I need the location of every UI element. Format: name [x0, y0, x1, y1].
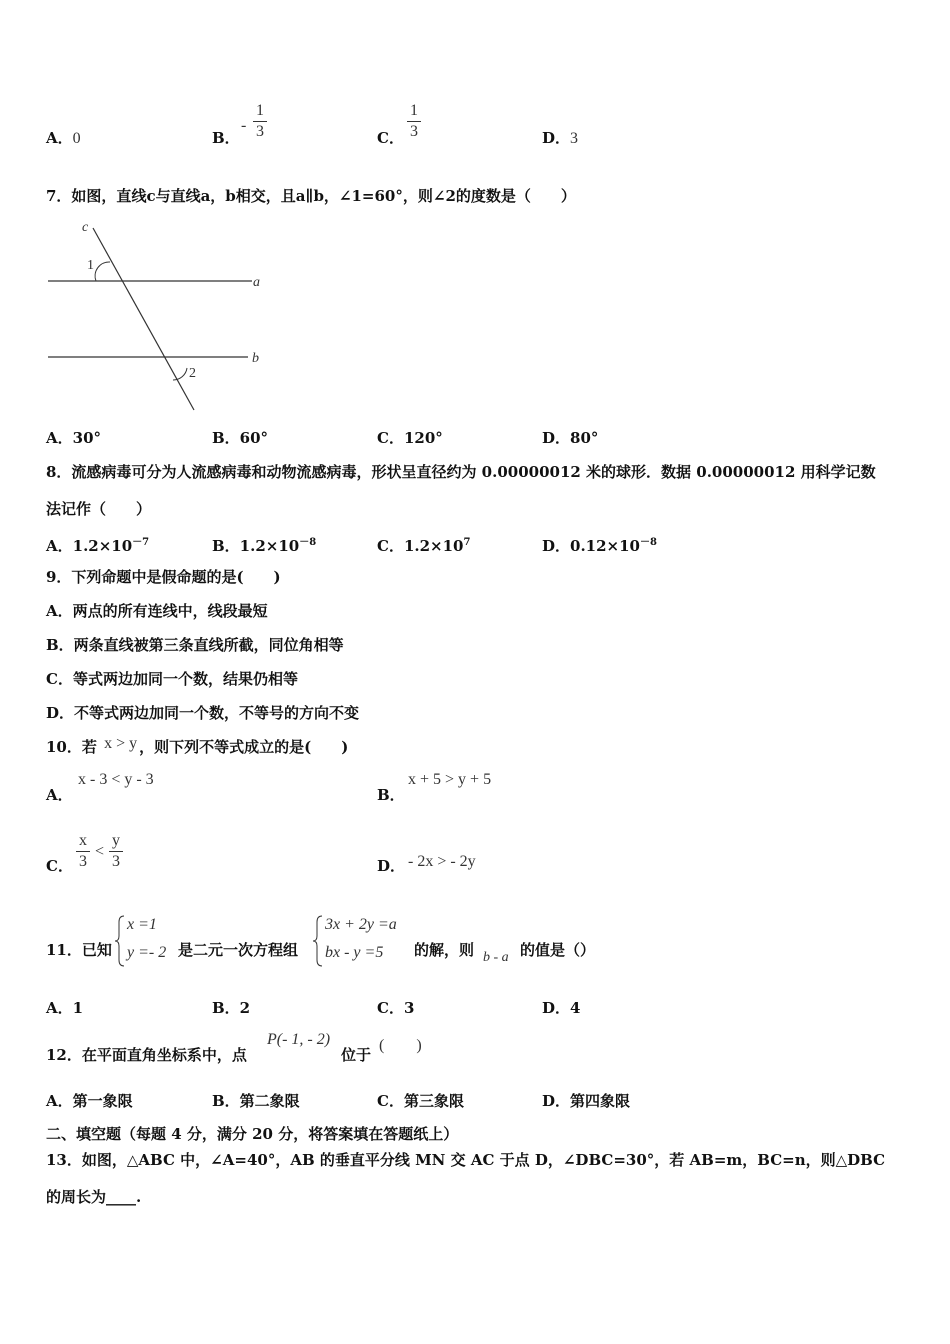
- q12-pre: 12．在平面直角坐标系中，点: [46, 1046, 247, 1064]
- q8-option-a: [46, 534, 149, 555]
- q6-b-label: B．: [212, 129, 240, 147]
- q10-stem-math: x > y: [104, 735, 138, 752]
- q8-option-d: [542, 534, 657, 555]
- label-a: a: [253, 275, 260, 290]
- q8-option-b: [212, 534, 316, 555]
- label-c: c: [82, 220, 89, 235]
- q10-option-d-math: - 2x > - 2y: [408, 853, 476, 870]
- q8-d-exponent: －8: [639, 537, 657, 548]
- q8-a-exponent: －7: [132, 537, 150, 548]
- q8-d-label: D．0.12×10: [542, 537, 640, 555]
- q7-stem: 7．如图，直线c与直线a，b相交，且a∥b，∠1=60°，则∠2的度数是（ ）: [46, 187, 576, 205]
- q7-option-c: C．120°: [377, 429, 443, 447]
- q10-stem: [46, 735, 349, 757]
- q13-line2: 的周长为____.: [46, 1188, 142, 1206]
- q12-option-a: A．第一象限: [46, 1092, 133, 1110]
- q6-c-numerator: 1: [410, 102, 418, 119]
- q10-c-fraction-2: [109, 832, 123, 871]
- q6-c-fraction: [407, 102, 421, 141]
- q10-option-a-math: x - 3 < y - 3: [78, 771, 154, 788]
- q7-option-b: B．60°: [212, 429, 269, 447]
- q6-b-numerator: 1: [256, 102, 264, 119]
- q9-option-b: B．两条直线被第三条直线所截，同位角相等: [46, 636, 344, 654]
- q11-sys2-row2: bx - y =5: [325, 944, 384, 961]
- q6-c-label: C．: [377, 129, 404, 147]
- q10-option-d-label: D．: [377, 857, 406, 875]
- q12-post: 位于: [341, 1046, 372, 1064]
- q10-c-less-than: <: [95, 843, 105, 860]
- q13-line1: 13．如图，△ABC 中，∠A=40°，AB 的垂直平分线 MN 交 AC 于点 D，∠DBC=30°，若 AB=m，BC=n，则△DBC: [46, 1151, 886, 1169]
- q6-c-denominator: 3: [410, 123, 418, 140]
- angle-2-arc: [173, 368, 187, 380]
- q11-pre: 11．已知: [46, 941, 112, 959]
- q10-option-a-label: A．: [46, 786, 73, 804]
- q11-option-d: D．4: [542, 999, 581, 1017]
- q11-brace-1: [114, 914, 126, 968]
- q11-sys1-row1: x =1: [127, 916, 157, 933]
- q12-option-d: D．第四象限: [542, 1092, 631, 1110]
- q6-b-sign: -: [241, 117, 247, 134]
- q11-mid: 是二元一次方程组: [178, 941, 299, 959]
- q11-sys1-row2: y =- 2: [127, 944, 167, 961]
- q12-point: P(- 1, - 2): [267, 1031, 331, 1048]
- q6-d-value: 3: [570, 130, 579, 147]
- label-2: 2: [189, 366, 196, 381]
- q7-option-d: D．80°: [542, 429, 599, 447]
- q12-paren: ( ): [379, 1037, 422, 1054]
- q10-stem-post: ，则下列不等式成立的是( ): [139, 738, 349, 756]
- q11-post1: 的解，则: [414, 941, 475, 959]
- q10-c-num2: y: [112, 832, 120, 849]
- q8-c-exponent: 7: [463, 537, 471, 548]
- q9-option-d: D．不等式两边加同一个数，不等号的方向不变: [46, 704, 360, 722]
- q9-option-a: A．两点的所有连线中，线段最短: [46, 602, 268, 620]
- q8-stem-line2: 法记作（ ）: [46, 500, 152, 518]
- q11-option-a: A．1: [46, 999, 84, 1017]
- line-c: [93, 228, 194, 410]
- q10-option-c-label: C．: [46, 857, 73, 875]
- q11-option-c: C．3: [377, 999, 415, 1017]
- q9-option-c: C．等式两边加同一个数，结果仍相等: [46, 670, 298, 688]
- q6-option-b-label: [212, 129, 240, 147]
- q8-b-label: B．1.2×10: [212, 537, 300, 555]
- q6-option-a: [46, 129, 81, 148]
- label-1: 1: [87, 258, 94, 273]
- q10-c-num1: x: [79, 832, 87, 849]
- q10-stem-pre: 10．若: [46, 738, 97, 756]
- q6-d-label: D．: [542, 129, 571, 147]
- q8-stem-line1: 8．流感病毒可分为人流感病毒和动物流感病毒，形状呈直径约为 0.00000012 米的球形．数据 0.00000012 用科学记数: [46, 463, 876, 481]
- q6-a-label: A．: [46, 129, 73, 147]
- q10-option-b-math: x + 5 > y + 5: [408, 771, 492, 788]
- q11-expr: b - a: [483, 950, 509, 965]
- q6-a-value: 0: [72, 130, 81, 147]
- q11-sys2-row1: 3x + 2y =a: [325, 916, 397, 933]
- q11-option-b: B．2: [212, 999, 251, 1017]
- q12-option-b: B．第二象限: [212, 1092, 300, 1110]
- q8-b-exponent: －8: [299, 537, 317, 548]
- q6-b-denominator: 3: [256, 123, 264, 140]
- angle-1-arc: [95, 262, 110, 281]
- q6-option-c-label: [377, 129, 404, 147]
- q12-option-c: C．第三象限: [377, 1092, 464, 1110]
- q7-figure: [44, 218, 274, 414]
- q8-option-c: [377, 534, 470, 555]
- q11-post2: 的值是（）: [520, 941, 596, 959]
- q6-b-fraction: [253, 102, 267, 141]
- q10-option-b-label: B．: [377, 786, 405, 804]
- q9-stem: 9．下列命题中是假命题的是( ): [46, 568, 281, 586]
- q7-option-a: A．30°: [46, 429, 102, 447]
- q6-option-d: [542, 129, 578, 148]
- q10-c-den1: 3: [79, 853, 87, 870]
- section-2-heading: 二、填空题（每题 4 分，满分 20 分，将答案填在答题纸上）: [46, 1125, 459, 1143]
- q11-brace-2: [312, 914, 324, 968]
- q10-c-den2: 3: [112, 853, 120, 870]
- label-b: b: [252, 351, 259, 366]
- q8-c-label: C．1.2×10: [377, 537, 464, 555]
- q10-c-fraction-1: [76, 832, 90, 871]
- q8-a-label: A．1.2×10: [46, 537, 133, 555]
